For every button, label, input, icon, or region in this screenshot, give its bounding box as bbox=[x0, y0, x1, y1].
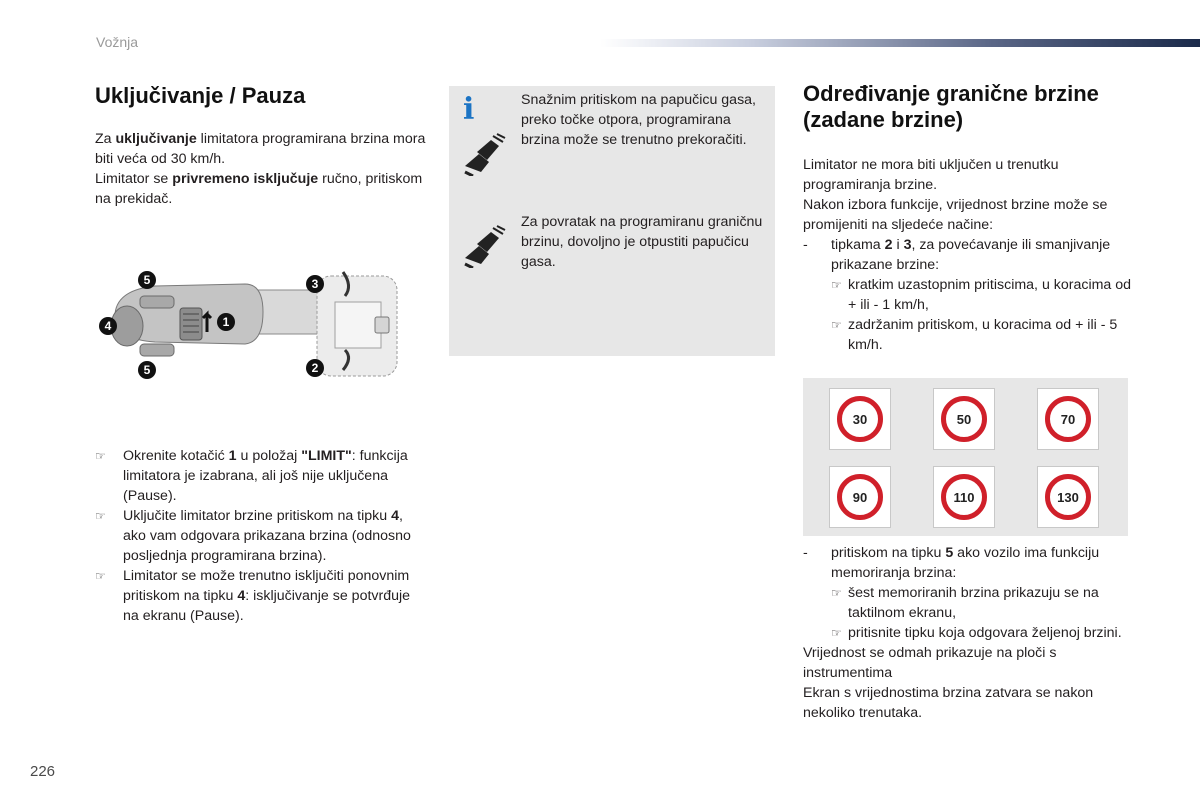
info-paragraph-2: Za povratak na programiranu graničnu brzinu, dovoljno je otpustiti papučicu gasa. bbox=[521, 214, 763, 270]
right-intro: Limitator ne mora biti uključen u trenutku programiranja brzine. bbox=[803, 157, 1059, 193]
speed-limit-sign-icon: 70 bbox=[1045, 396, 1091, 442]
speed-limit-sign-icon: 50 bbox=[941, 396, 987, 442]
badge-5-top bbox=[138, 271, 156, 289]
right-intro-2: Nakon izbora funkcije, vrijednost brzine može se promijeniti na sljedeće načine: bbox=[803, 197, 1108, 233]
list-item bbox=[803, 543, 1133, 583]
bold-text: uključivanje bbox=[115, 131, 197, 147]
svg-text:5: 5 bbox=[143, 363, 151, 377]
badge-4 bbox=[99, 317, 117, 335]
bold-text: 2 bbox=[884, 237, 893, 253]
info-icon: i bbox=[463, 92, 475, 127]
text-segment: Limitator se može trenutno isključiti ponovnim pritiskom na tipku bbox=[123, 568, 410, 604]
text-segment: Okrenite kotačić bbox=[123, 448, 229, 464]
text-segment: , ako vam odgovara prikazana brzina (odnosno posljednja programirana brzina). bbox=[123, 508, 411, 564]
left-intro-1 bbox=[95, 129, 435, 169]
speed-limiter-stalk-illustration bbox=[95, 262, 408, 392]
text-segment: Limitator se bbox=[95, 171, 173, 187]
pointing-hand-icon: ☞ bbox=[831, 586, 842, 600]
left-bullet-list bbox=[95, 446, 425, 626]
steering-wheel-hub bbox=[335, 302, 381, 348]
selector-wheel bbox=[180, 308, 202, 340]
pointing-hand-icon: ☞ bbox=[95, 569, 106, 583]
text-segment: tipkama bbox=[831, 237, 885, 253]
list-item bbox=[95, 446, 425, 506]
bold-text: 5 bbox=[945, 545, 954, 561]
dash-marker: - bbox=[803, 545, 808, 561]
foot-press-pedal-icon bbox=[461, 132, 507, 176]
svg-text:5: 5 bbox=[143, 273, 151, 287]
text-segment: limitatora programirana brzina mora biti veća od 30 km/h. bbox=[95, 131, 426, 167]
speed-preset-button[interactable] bbox=[933, 466, 995, 528]
pointing-hand-icon: ☞ bbox=[831, 626, 842, 640]
bold-text: 4 bbox=[391, 508, 399, 524]
sub-list-item: ☞ pritisnite tipku koja odgovara željenoj brzini. bbox=[831, 625, 1122, 641]
speed-preset-button[interactable] bbox=[1037, 466, 1099, 528]
text-segment: i bbox=[892, 237, 904, 253]
bold-text: 4 bbox=[237, 588, 246, 604]
right-outro-2: Ekran s vrijednostima brzina zatvara se nakon nekoliko trenutaka. bbox=[803, 685, 1094, 721]
list-item bbox=[95, 566, 425, 626]
sub-list-item: ☞ šest memoriranih brzina prikazuju se na taktilnom ekranu, bbox=[831, 585, 1099, 621]
svg-text:2: 2 bbox=[311, 361, 319, 375]
svg-text:1: 1 bbox=[222, 315, 230, 329]
text-segment: : isključivanje se potvrđuje na ekranu (Pause). bbox=[123, 588, 411, 624]
speed-limit-sign-icon: 110 bbox=[941, 474, 987, 520]
pointing-hand-icon: ☞ bbox=[95, 509, 106, 523]
mem-button-top bbox=[140, 296, 174, 308]
sub-list-item: ☞ zadržanim pritiskom, u koracima od + ili - 5 km/h. bbox=[831, 317, 1118, 353]
text-segment: Za bbox=[95, 131, 116, 147]
badge-2 bbox=[306, 359, 324, 377]
speed-preset-button[interactable] bbox=[829, 388, 891, 450]
right-outro-1: Vrijednost se odmah prikazuje na ploči s instrumentima bbox=[803, 645, 1057, 681]
bold-text: "LIMIT" bbox=[301, 448, 352, 464]
plus-minus-button bbox=[375, 317, 389, 333]
list-item bbox=[95, 506, 425, 566]
left-intro-2 bbox=[95, 169, 435, 209]
text-segment: u položaj bbox=[236, 448, 302, 464]
svg-text:3: 3 bbox=[311, 277, 319, 291]
header-gradient-bar bbox=[600, 39, 1200, 47]
text-segment: Uključite limitator brzine pritiskom na tipku bbox=[123, 508, 392, 524]
speed-limit-sign-icon: 130 bbox=[1045, 474, 1091, 520]
section-label: Vožnja bbox=[96, 34, 139, 50]
text-segment: pritiskom na tipku bbox=[831, 545, 946, 561]
speed-presets-panel bbox=[803, 378, 1128, 536]
text-segment: , za povećavanje ili smanjivanje prikazane brzine: bbox=[831, 237, 1111, 273]
foot-release-pedal-icon bbox=[461, 224, 507, 268]
badge-3 bbox=[306, 275, 324, 293]
left-title: Uključivanje / Pauza bbox=[95, 83, 306, 108]
sub-list-item: ☞ kratkim uzastopnim pritiscima, u koracima od + ili - 1 km/h, bbox=[831, 277, 1132, 313]
speed-preset-button[interactable] bbox=[829, 466, 891, 528]
bold-text: 1 bbox=[228, 448, 237, 464]
bold-text: privremeno isključuje bbox=[172, 171, 319, 187]
right-title: Određivanje granične brzine (zadane brzine) bbox=[803, 81, 1099, 132]
right-column bbox=[803, 81, 1133, 355]
pointing-hand-icon: ☞ bbox=[831, 318, 842, 332]
page-number: 226 bbox=[30, 763, 56, 780]
bold-text: 3 bbox=[903, 237, 912, 253]
badge-5-bottom bbox=[138, 361, 156, 379]
pointing-hand-icon: ☞ bbox=[831, 278, 842, 292]
list-item bbox=[803, 235, 1133, 275]
mem-button-bottom bbox=[140, 344, 174, 356]
dash-marker: - bbox=[803, 237, 808, 253]
speed-preset-button[interactable] bbox=[933, 388, 995, 450]
speed-preset-button[interactable] bbox=[1037, 388, 1099, 450]
pointing-hand-icon: ☞ bbox=[95, 449, 106, 463]
info-box bbox=[449, 86, 775, 356]
text-segment: ako vozilo ima funkciju memoriranja brzina: bbox=[831, 545, 1100, 581]
text-segment: ručno, pritiskom na prekidač. bbox=[95, 171, 423, 207]
text-segment: : funkcija limitatora je izabrana, ali još nije uključena (Pause). bbox=[123, 448, 408, 504]
speed-limit-sign-icon: 90 bbox=[837, 474, 883, 520]
badge-1 bbox=[217, 313, 235, 331]
left-column bbox=[95, 83, 435, 209]
right-column-lower bbox=[803, 543, 1133, 723]
info-paragraph-1: Snažnim pritiskom na papučicu gasa, preko točke otpora, programirana brzina može se trenutno prekoračiti. bbox=[521, 92, 757, 148]
svg-text:4: 4 bbox=[104, 319, 112, 333]
speed-limit-sign-icon: 30 bbox=[837, 396, 883, 442]
